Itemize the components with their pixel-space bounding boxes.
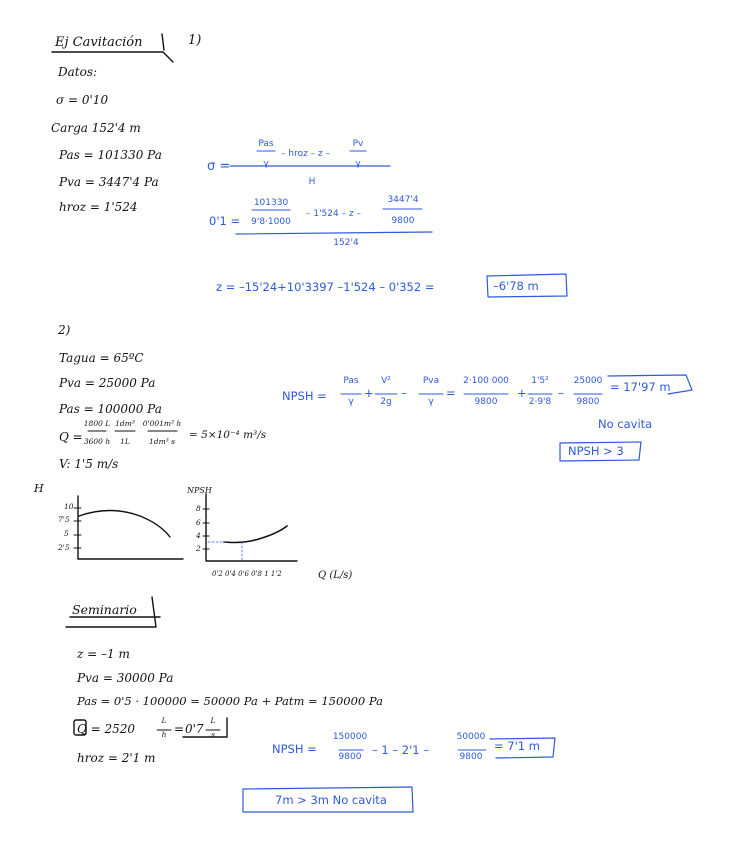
tagua-value: Tagua = 65ºC [59,351,144,365]
condition-box [560,442,641,461]
condition-box-text: NPSH > 3 [568,444,624,458]
seminario-q-box-frac-bot: s [211,730,215,739]
hroz-value: hroz = 1'524 [59,200,138,214]
left-tick-1: 10 [64,502,74,511]
formula-lhs: σ = [207,159,231,174]
seminario-result-box [490,738,555,758]
npsh-minus1: – [401,386,407,400]
q-lhs: Q = [59,430,83,444]
q-frac2-top: 1dm³ [115,419,135,428]
q-frac1-top: 1800 L [83,419,111,428]
left-tick-4: 2'5 [58,543,70,552]
sigma-value: σ = 0'10 [56,93,109,107]
npsh-f4-bot: 9800 [474,397,498,407]
npsh-f3-bot: γ [428,397,434,407]
npsh-f1-bot: γ [348,397,354,407]
q-frac3-top: 0'001m³ h [142,419,182,428]
exercise2-number: 2) [58,323,71,337]
seminario-pas: Pas = 0'5 · 100000 = 50000 Pa + Patm = 150000 Pa [77,694,383,708]
left-tick-2: 7'5 [58,515,70,524]
seminario-q-box: 0'7 [185,722,204,736]
seminario-npsh-f1-bot: 9800 [338,752,362,762]
npsh-eq1: = [446,386,456,400]
q-result-box [183,718,227,737]
seminario-q-box-frac-top: L [210,716,216,725]
npsh-minus2: – [558,386,564,400]
subst-frac1-top: 101330 [253,198,289,208]
seminario-npsh-lhs: NPSH = [272,742,317,756]
seminario-npsh-mid: – 1 – 2'1 – [372,743,429,757]
v-value: V: 1'5 m/s [59,457,119,471]
npsh-f3-top: Pva [422,376,440,386]
seminario-npsh-f2-bot: 9800 [459,752,483,762]
right-tick-2: 6 [196,518,201,527]
q-result: = 5×10⁻⁴ m³/s [189,429,267,441]
seminario-q-frac-bot: h [161,730,167,739]
npsh-f6-top: 25000 [573,376,603,386]
formula-frac1-bot: γ [263,159,269,169]
left-graph-axes [78,496,183,559]
subst-den: 152'4 [333,238,359,248]
npsh-result-underline [608,375,692,394]
left-graph-curve [79,511,170,538]
q-frac3-bot: 1dm³ s [149,437,175,446]
subst-frac2-top: 3447'4 [387,195,419,205]
pas-value: Pas = 101330 Pa [59,148,162,162]
npsh-lhs: NPSH = [282,389,327,403]
right-tick-3: 4 [196,531,201,540]
pas2-value: Pas = 100000 Pa [59,402,162,416]
title-bracket [162,34,164,50]
subst-lhs: 0'1 = [209,214,241,228]
subst-small-bars [252,209,422,210]
subst-mid: – 1'524 – z – [306,209,362,219]
left-axis-label: H [34,482,44,495]
right-tick-1: 8 [196,504,201,513]
subst-frac1-bot: 9'8·1000 [251,217,291,227]
npsh-f5-bot: 2·9'8 [528,397,552,407]
npsh-plus2: + [517,386,527,400]
result-expression: z = –15'24+10'3397 –1'524 – 0'352 = [216,280,435,294]
seminario-npsh-f2-top: 50000 [456,732,486,742]
npsh-f6-bot: 9800 [576,397,600,407]
seminario-bracket [66,597,156,627]
right-axis-label: NPSH [187,486,212,495]
exercise-number: 1) [188,33,202,48]
pva2-value: Pva = 25000 Pa [59,376,156,390]
left-tick-3: 5 [64,529,69,538]
npsh-curve [224,526,287,543]
q-letter-box [74,720,86,735]
title-underline [52,52,173,62]
formula-frac2-top: Pv [352,139,364,149]
npsh-f1-top: Pas [343,376,359,386]
exercise-title: Ej Cavitación [55,35,143,50]
formula-den: H [308,177,316,187]
seminario-npsh-f1-top: 150000 [332,732,368,742]
right-graph-axes [206,494,297,561]
seminario-final-box [243,787,413,812]
formula-num-mid: – hroz – z – [281,149,331,159]
conclusion-text: No cavita [598,417,653,431]
npsh-plus1: + [364,386,374,400]
carga-value: Carga 152'4 m [51,121,141,135]
subst-frac2-bot: 9800 [391,216,415,226]
right-tick-4: 2 [196,544,201,553]
pva-value: Pva = 3447'4 Pa [59,175,159,189]
npsh-guide-lines [208,542,242,560]
seminario-pva: Pva = 30000 Pa [77,671,174,685]
q-frac1-bot: 3600 h [83,437,111,446]
right-x-ticks: 0'2 0'4 0'6 0'8 1 1'2 [212,570,282,578]
formula-frac2-bot: γ [355,159,361,169]
seminario-npsh-result: = 7'1 m [494,739,540,753]
seminario-z: z = –1 m [77,647,130,661]
npsh-f2-bot: 2g [380,397,392,407]
result-boxed: –6'78 m [493,279,539,293]
seminario-final-box-text: 7m > 3m No cavita [275,793,387,807]
x-axis-label: Q (L/s) [318,570,353,581]
seminario-title: Seminario [72,602,137,617]
seminario-q-lhs: Q = 2520 [77,722,136,736]
q-frac2-bot: 1L [120,437,130,446]
subst-main-bar [236,232,432,234]
npsh-f2-top: V² [381,376,391,386]
seminario-q-frac-top: L [161,716,167,725]
datos-label: Datos: [58,65,98,79]
seminario-q-eq: = [174,722,185,736]
result-box [487,274,567,297]
npsh-result: = 17'97 m [610,380,671,394]
seminario-hroz: hroz = 2'1 m [77,751,156,765]
npsh-f5-top: 1'5² [531,376,549,386]
formula-frac1-top: Pas [258,139,274,149]
npsh-f4-top: 2·100 000 [463,376,509,386]
